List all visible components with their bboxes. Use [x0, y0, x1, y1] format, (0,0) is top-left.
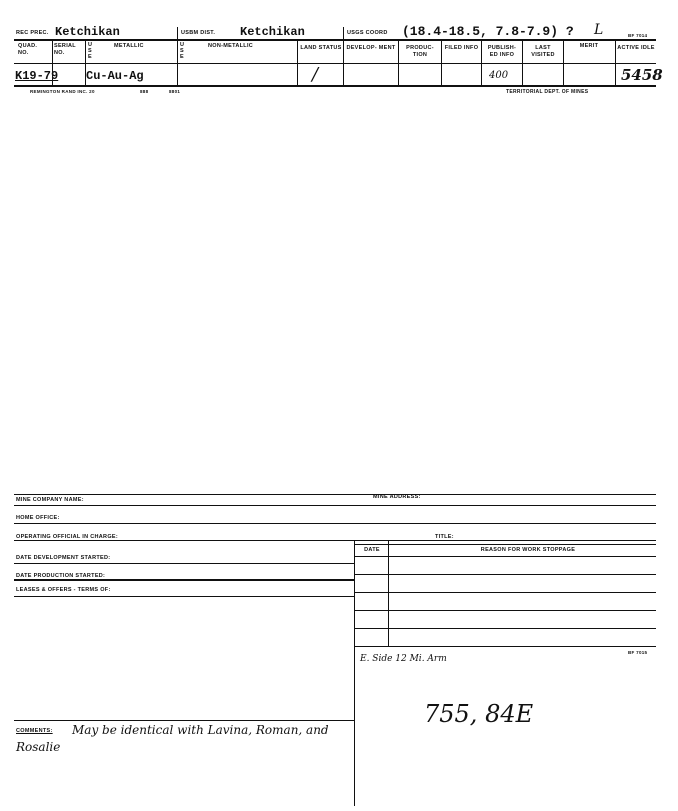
published-value: 400 — [489, 70, 509, 81]
usbm-dist-label: USBM DIST. — [181, 30, 216, 36]
published-info-label: PUBLISH- ED INFO — [487, 45, 517, 58]
printer-code-1: 888 — [140, 89, 149, 94]
date-column-header: DATE — [364, 547, 380, 553]
use-label-metallic: U S E — [88, 42, 93, 60]
active-idle-value: 5458 — [621, 66, 663, 84]
form-number-top: BF 7014 — [628, 33, 648, 38]
territorial-line: TERRITORIAL DEPT. OF MINES — [506, 89, 589, 95]
quad-value: K19-79 — [15, 69, 59, 83]
title-label: TITLE: — [435, 534, 454, 540]
rec-prec-value: Ketchikan — [55, 25, 120, 39]
comments-line-1: May be identical with Lavina, Roman, and — [72, 723, 329, 737]
home-office-label: HOME OFFICE: — [16, 515, 60, 521]
printer-line: REMINGTON RAND INC. 20 — [30, 89, 95, 94]
nonmetallic-label: NON-METALLIC — [208, 43, 254, 49]
mine-address-label: MINE ADDRESS: — [373, 494, 421, 500]
last-visited-label: LAST VISITED — [531, 45, 555, 58]
metallic-value: Cu-Au-Ag — [86, 69, 144, 83]
use-label-nonmetallic: U S E — [180, 42, 185, 60]
date-development-label: DATE DEVELOPMENT STARTED: — [16, 555, 111, 561]
date-production-label: DATE PRODUCTION STARTED: — [16, 573, 106, 579]
usbm-dist-value: Ketchikan — [240, 25, 305, 39]
land-status-label: LAND STATUS — [300, 45, 342, 51]
reason-column-header: REASON FOR WORK STOPPAGE — [480, 547, 576, 553]
usgs-coord-value: (18.4-18.5, 7.8-7.9) ? — [402, 24, 574, 39]
development-label: DEVELOP- MENT — [346, 45, 396, 51]
quad-label: QUAD. NO. — [18, 43, 38, 56]
leases-label: LEASES & OFFERS - TERMS OF: — [16, 587, 111, 593]
corner-mark: L — [594, 22, 604, 38]
mine-company-label: MINE COMPANY NAME: — [16, 497, 84, 503]
operating-official-label: OPERATING OFFICIAL IN CHARGE: — [16, 534, 118, 540]
active-idle-label: ACTIVE IDLE — [617, 45, 655, 51]
comments-line-2: Rosalie — [16, 740, 61, 754]
location-note: E. Side 12 Mi. Arm — [360, 654, 447, 664]
usgs-coord-label: USGS COORD — [347, 30, 388, 36]
coordinates-note: 755, 84E — [424, 700, 534, 728]
rec-prec-label: REC PREC. — [16, 30, 49, 36]
land-status-value: / — [312, 64, 319, 85]
filed-info-label: FILED INFO — [444, 45, 479, 51]
serial-label: SERIAL NO. — [54, 43, 76, 56]
printer-code-2: 8801 — [169, 89, 181, 94]
metallic-label: METALLIC — [114, 43, 144, 49]
comments-label: COMMENTS: — [16, 728, 53, 734]
production-label: PRODUC- TION — [406, 45, 434, 58]
form-number-bottom: BF 7015 — [628, 650, 648, 655]
merit-label: MERIT — [579, 43, 599, 49]
